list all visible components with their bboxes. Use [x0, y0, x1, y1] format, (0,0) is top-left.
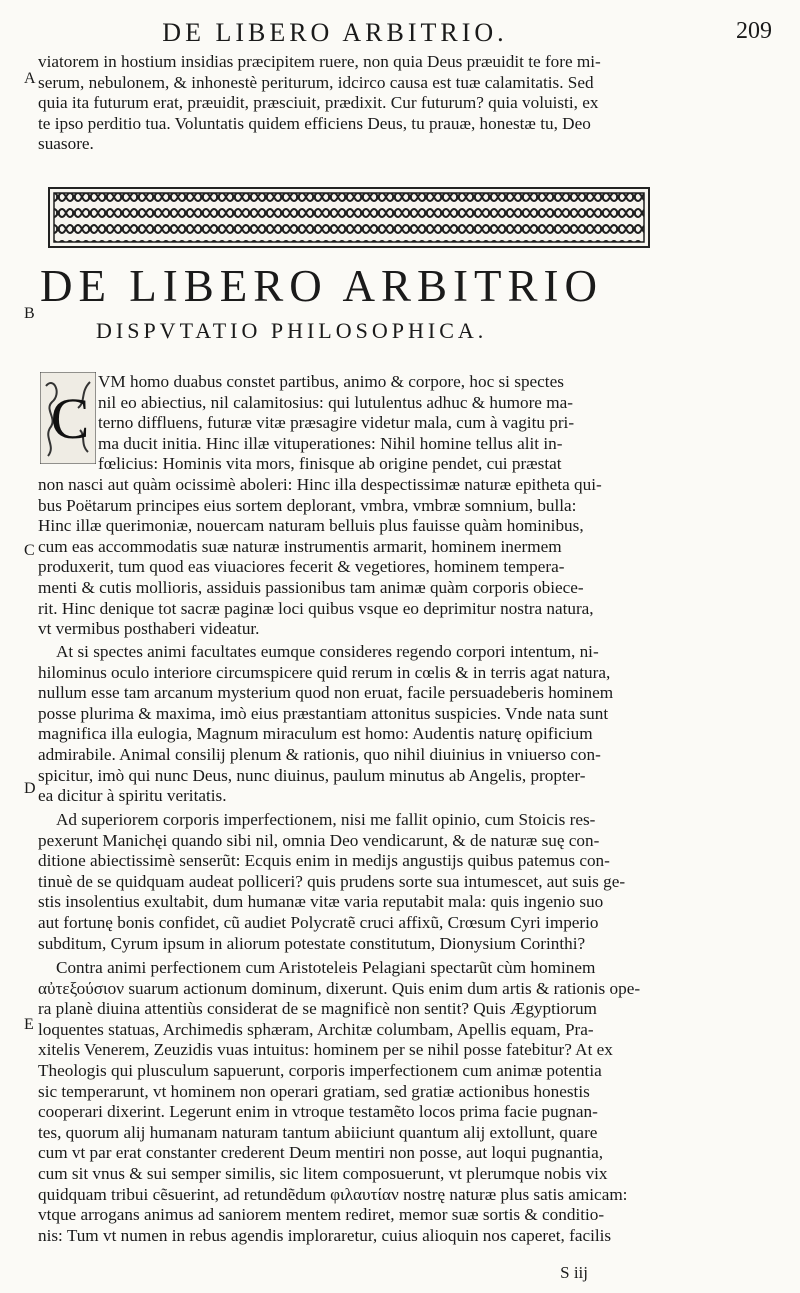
- text-line: αὐτεξούσιον suarum actionum dominum, dixerunt. Quis enim dum artis & rationis ope-: [38, 978, 641, 998]
- text-line: tes, quorum alij humanam naturam tantum abiiciunt quantum alij extollunt, quare: [38, 1122, 598, 1142]
- paragraph-4: [38, 958, 660, 1246]
- text-line: menti & cutis mollioris, assiduis passionibus tam animæ quàm corporis obiece-: [38, 577, 584, 597]
- text-line: ma ducit initia. Hinc illæ vituperationes: Nihil homine tellus alit in-: [98, 433, 563, 453]
- text-line: admirabile. Animal consilij plenum & rationis, quo nihil diuinius in vniuerso con-: [38, 744, 601, 764]
- ornamental-band: [48, 187, 650, 248]
- text-line: Theologis qui plusculum sapuerunt, corporis imperfectionem cum animæ potentia: [38, 1060, 602, 1080]
- dropcap-letter: C: [50, 386, 90, 451]
- knotwork-pattern-icon: [50, 189, 648, 246]
- margin-letter-a: A: [24, 70, 36, 87]
- text-line: serum, nebulonem, & inhonestè periturum, idcirco causa est tuæ calamitatis. Sed: [38, 72, 594, 92]
- text-line: aut fortunę bonis confidet, cũ audiet Polycratẽ cruci affixũ, Crœsum Cyri imperio: [38, 912, 599, 932]
- paragraph-1: [38, 475, 660, 640]
- text-line: loquentes statuas, Archimedis sphæram, Architæ columbam, Apellis equam, Pra-: [38, 1019, 594, 1039]
- text-line: stis insolentius exultabit, dum humanæ vitæ varia reputabit mala: quis ingenio suo: [38, 892, 604, 912]
- text-line: quia ita futurum erat, præuidit, præsciuit, prædixit. Cur futurum? quia voluisti, ex: [38, 93, 599, 113]
- text-line: ea dicitur à spiritu veritatis.: [38, 786, 227, 806]
- text-line: viatorem in hostium insidias præcipitem ruere, non quia Deus præuidit te fore mi-: [38, 52, 601, 71]
- margin-letter-d: D: [24, 780, 36, 797]
- paragraph-1-indented: [98, 372, 662, 475]
- text-line: vt vermibus posthaberi videatur.: [38, 619, 260, 639]
- text-line: sic temperarunt, vt hominem non operari gratiam, sed gratiæ actionibus honestis: [38, 1081, 590, 1101]
- intro-paragraph: [38, 52, 764, 155]
- text-line: te ipso perditio tua. Voluntatis quidem efficiens Deus, tu prauæ, honestæ tu, Deo: [38, 113, 591, 133]
- subtitle: DISPVTATIO PHILOSOPHICA.: [96, 318, 488, 343]
- text-line: cum vt par erat constanter crederent Deum mentiri non posse, aut loqui pugnantia,: [38, 1143, 604, 1163]
- text-line: fœlicius: Hominis vita mors, finisque ab origine pendet, cui præstat: [98, 454, 562, 474]
- text-line: nil eo abiectius, nil calamitosius: qui lutulentus adhuc & humore ma-: [98, 392, 573, 412]
- text-line: posse plurima & maxima, imò eius præstantiam attonitus suspicies. Vnde nata sunt: [38, 703, 609, 723]
- margin-letter-b: B: [24, 305, 35, 322]
- text-line: cum eas accommodatis suæ naturæ instrumentis armarit, hominem inermem: [38, 536, 562, 556]
- catchword: S iij: [560, 1263, 588, 1282]
- margin-letter-c: C: [24, 542, 35, 559]
- paragraph-2: [38, 642, 660, 807]
- text-line: non nasci aut quàm ocissimè aboleri: Hinc illa despectissimæ naturæ epitheta qui-: [38, 475, 602, 494]
- running-head: DE LIBERO ARBITRIO.: [162, 18, 508, 47]
- text-line: Ad superiorem corporis imperfectionem, nisi me fallit opinio, cum Stoicis res-: [56, 810, 596, 829]
- text-line: bus Poëtarum principes eius sortem deplorant, vmbra, vmbræ somnium, bulla:: [38, 495, 577, 515]
- text-line: hilominus oculo interiore circumspicere quid rerum in cœlis & in terris agat natura,: [38, 662, 611, 682]
- text-line: rit. Hinc denique tot sacræ paginæ loci quibus vsque eo deprimitur nostra natura,: [38, 598, 594, 618]
- text-line: suasore.: [38, 134, 94, 154]
- text-line: pexerunt Manichęi quando sibi nil, omnia Deo vendicarunt, & de naturæ suę con-: [38, 830, 600, 850]
- text-line: vtque arrogans animus ad saniorem mentem rediret, memor suæ sortis & conditio-: [38, 1205, 605, 1225]
- paragraph-3: [38, 810, 660, 954]
- text-line: terno diffluens, futuræ vitæ præsagire videtur mala, cum à vagitu pri-: [98, 413, 575, 433]
- text-line: VM homo duabus constet partibus, animo & corpore, hoc si spectes: [98, 372, 564, 391]
- text-line: At si spectes animi facultates eumque consideres regendo corpori intentum, ni-: [56, 642, 599, 661]
- text-line: magnifica illa eulogia, Magnum miraculum est homo: Audentis naturę opificium: [38, 724, 593, 744]
- text-line: ditione abiectissimè senserũt: Ecquis enim in medijs angustijs quibus patemus con-: [38, 851, 610, 871]
- text-line: Hinc illæ querimoniæ, nouercam naturam belluis plus fauisse quàm hominibus,: [38, 516, 584, 536]
- text-line: nis: Tum vt numen in rebus agendis imploraretur, cuius alioquin nos caperet, facilis: [38, 1225, 612, 1245]
- ornamental-initial-c-icon: [40, 372, 96, 464]
- text-line: produxerit, tum quod eas viuaciores fecerit & vegetiores, hominem tempera-: [38, 557, 565, 577]
- text-line: xitelis Venerem, Zeuzidis vuas intuitus: hominem per se nihil posse fatebitur? At ex: [38, 1040, 613, 1060]
- text-line: ra planè diuina attentiùs considerat de se magnificè non sentit? Quis Ægyptiorum: [38, 999, 597, 1019]
- text-line: tinuè de se quidquam audeat polliceri? quis prudens sorte sua intumescet, aut suis ge-: [38, 871, 626, 891]
- main-title: DE LIBERO ARBITRIO: [40, 261, 603, 311]
- text-line: Contra animi perfectionem cum Aristoteleis Pelagiani spectarũt cùm hominem: [56, 958, 596, 977]
- text-line: quidquam tribui cẽsuerint, ad retundẽdum φιλαυτίαν nostrę naturæ plus satis amicam:: [38, 1184, 628, 1204]
- margin-letter-e: E: [24, 1016, 34, 1033]
- text-line: subditum, Cyrum ipsum in aliorum potestate constitutum, Dionysium Corinthi?: [38, 933, 586, 953]
- text-line: nullum esse tam arcanum mysterium quod non eruat, facile persuadeberis hominem: [38, 683, 614, 703]
- text-line: cooperari dixerint. Legerunt enim in vtroque testamẽto locos prima facie pugnan-: [38, 1102, 598, 1122]
- text-line: cum sit vnus & sui semper similis, sic litem composuerunt, vt plerumque nobis vix: [38, 1163, 608, 1183]
- page-number: 209: [736, 18, 772, 44]
- text-line: spicitur, imò qui nunc Deus, nunc diuinus, paulum minutus ab Angelis, propter-: [38, 765, 586, 785]
